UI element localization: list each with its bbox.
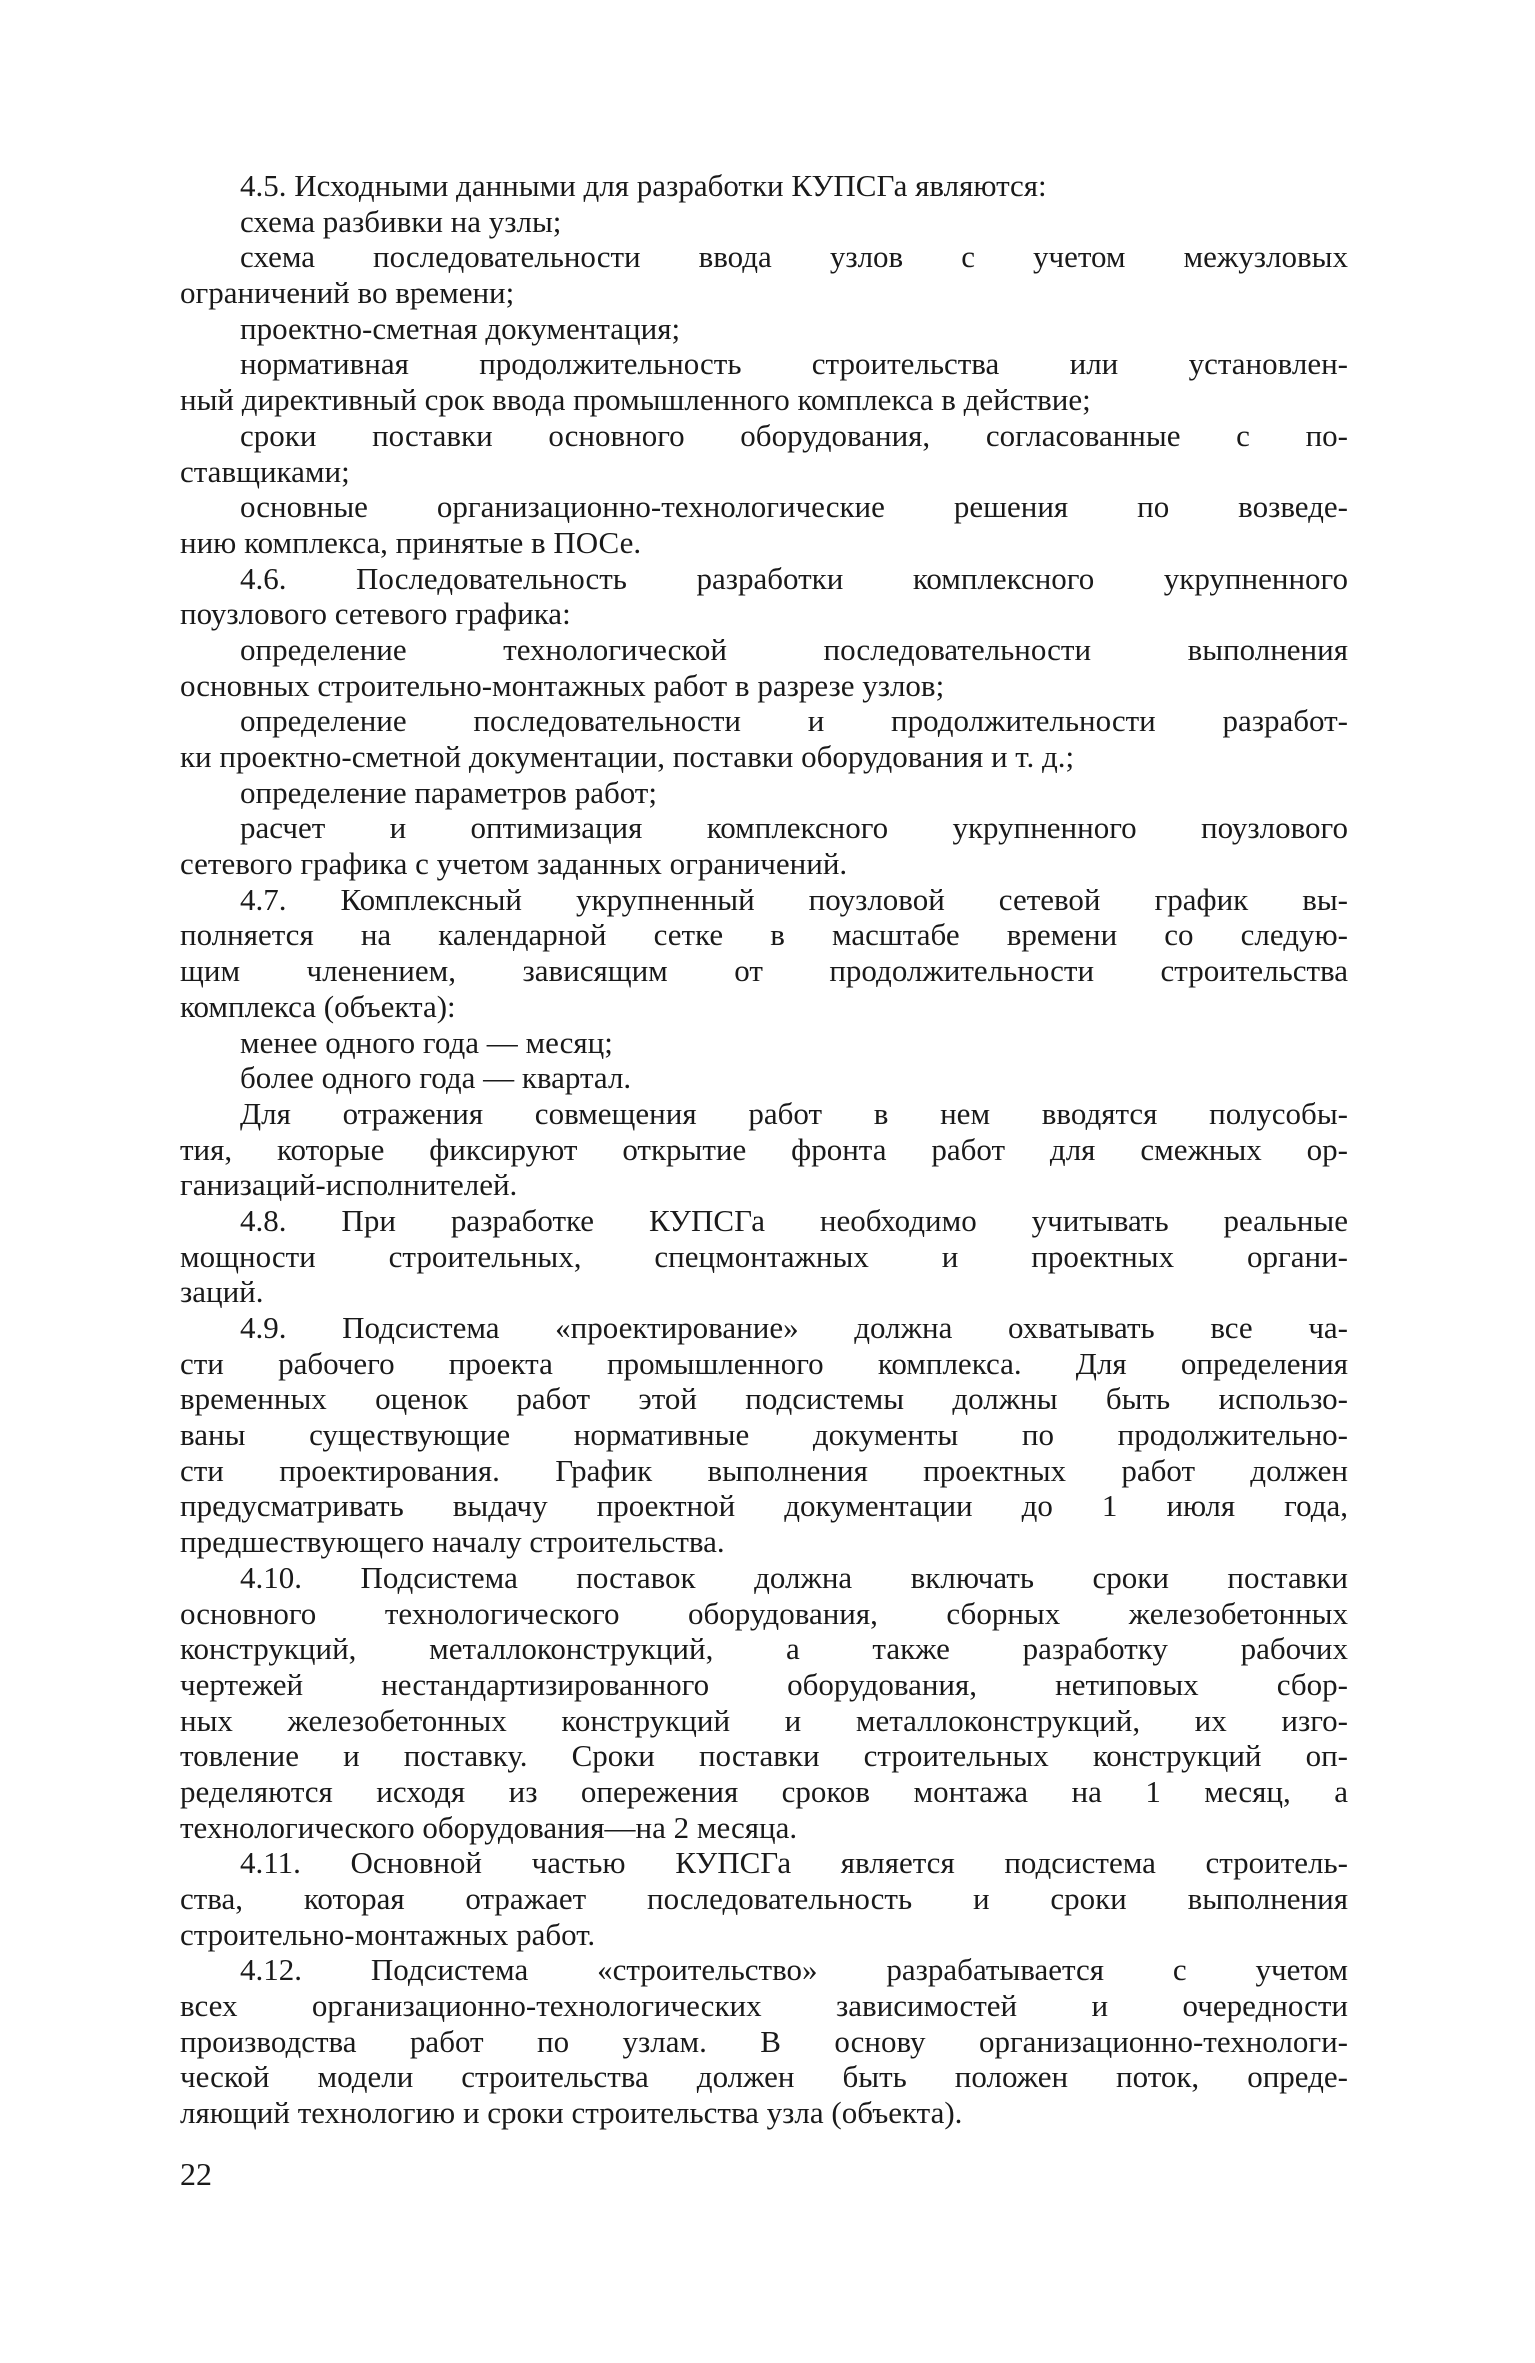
text-line: 4.10. Подсистема поставок должна включать сроки поставки xyxy=(240,1559,1348,1595)
text-line: сти проектирования. График выполнения проектных работ должен xyxy=(180,1452,1348,1488)
paragraph xyxy=(180,1203,1348,1310)
paragraph xyxy=(180,775,1348,811)
paragraph xyxy=(180,168,1348,204)
text-line: 4.11. Основной частью КУПСГа является подсистема строитель- xyxy=(240,1845,1348,1881)
text-line: сти рабочего проекта промышленного комплекса. Для определения xyxy=(180,1345,1348,1381)
paragraph xyxy=(180,1060,1348,1096)
paragraph xyxy=(180,311,1348,347)
text-line: ваны существующие нормативные документы по продолжительно- xyxy=(180,1417,1348,1453)
text-line: 4.6. Последовательность разработки комплексного укрупненного xyxy=(240,560,1348,596)
text-line: схема последовательности ввода узлов с учетом межузловых xyxy=(240,239,1348,275)
text-line: 4.7. Комплексный укрупненный поузловой сетевой график вы- xyxy=(240,881,1348,917)
text-line: строительно-монтажных работ. xyxy=(180,1916,596,1952)
text-line: полняется на календарной сетке в масштабе времени со следую- xyxy=(180,917,1348,953)
text-line: 4.8. При разработке КУПСГа необходимо учитывать реальные xyxy=(240,1202,1348,1238)
text-line: ределяются исходя из опережения сроков монтажа на 1 месяц, а xyxy=(180,1773,1348,1809)
paragraph xyxy=(180,1096,1348,1203)
text-line: ставщиками; xyxy=(180,453,350,489)
text-line: основных строительно-монтажных работ в разрезе узлов; xyxy=(180,667,945,703)
paragraph xyxy=(180,1845,1348,1952)
text-line: заций. xyxy=(180,1274,264,1310)
text-line: более одного года — квартал. xyxy=(240,1060,632,1096)
text-line: ограничений во времени; xyxy=(180,275,515,311)
text-line: нию комплекса, принятые в ПОСе. xyxy=(180,524,642,560)
text-line: менее одного года — месяц; xyxy=(240,1024,613,1060)
text-line: определение технологической последовательности выполнения xyxy=(240,631,1348,667)
text-line: 4.5. Исходными данными для разработки КУПСГа являются: xyxy=(240,168,1047,203)
paragraph xyxy=(180,489,1348,560)
text-line: чертежей нестандартизированного оборудования, нетиповых сбор- xyxy=(180,1666,1348,1702)
text-line: 4.12. Подсистема «строительство» разрабатывается с учетом xyxy=(240,1952,1348,1988)
paragraph xyxy=(180,1560,1348,1846)
text-line: сетевого графика с учетом заданных ограничений. xyxy=(180,846,848,882)
text-line: ляющий технологию и сроки строительства узла (объекта). xyxy=(180,2095,963,2131)
text-line: всех организационно-технологических зависимостей и очередности xyxy=(180,1988,1348,2024)
text-line: основного технологического оборудования, сборных железобетонных xyxy=(180,1595,1348,1631)
paragraph xyxy=(180,346,1348,417)
paragraph xyxy=(180,810,1348,881)
text-line: конструкций, металлоконструкций, а также разработку рабочих xyxy=(180,1631,1348,1667)
paragraph xyxy=(180,418,1348,489)
paragraph xyxy=(180,703,1348,774)
text-line: предусматривать выдачу проектной документации до 1 июля года, xyxy=(180,1488,1348,1524)
text-line: ки проектно-сметной документации, поставки оборудования и т. д.; xyxy=(180,739,1075,774)
text-line: основные организационно-технологические решения по возведе- xyxy=(240,489,1348,525)
text-line: мощности строительных, спецмонтажных и проектных органи- xyxy=(180,1238,1348,1274)
text-line: тия, которые фиксируют открытие фронта работ для смежных ор- xyxy=(180,1131,1348,1167)
text-line: товление и поставку. Сроки поставки строительных конструкций оп- xyxy=(180,1738,1348,1774)
text-line: производства работ по узлам. В основу организационно-технологи- xyxy=(180,2023,1348,2059)
paragraph xyxy=(180,239,1348,310)
text-line: комплекса (объекта): xyxy=(180,988,456,1024)
text-line: проектно-сметная документация; xyxy=(240,310,681,346)
text-line: ный директивный срок ввода промышленного комплекса в действие; xyxy=(180,382,1091,418)
text-line: предшествующего началу строительства. xyxy=(180,1524,725,1560)
text-line: Для отражения совмещения работ в нем вводятся полусобы- xyxy=(240,1095,1348,1131)
text-line: ных железобетонных конструкций и металлоконструкций, их изго- xyxy=(180,1702,1348,1738)
text-line: схема разбивки на узлы; xyxy=(240,203,562,239)
paragraph xyxy=(180,632,1348,703)
text-line: технологического оборудования—на 2 месяца. xyxy=(180,1809,798,1845)
paragraph xyxy=(180,204,1348,240)
paragraph xyxy=(180,1025,1348,1061)
paragraph xyxy=(180,1952,1348,2130)
text-line: определение последовательности и продолжительности разработ- xyxy=(240,703,1348,739)
text-line: определение параметров работ; xyxy=(240,774,657,810)
page-number: 22 xyxy=(180,2156,212,2192)
text-line: временных оценок работ этой подсистемы должны быть использо- xyxy=(180,1381,1348,1417)
document-body xyxy=(180,168,1348,2131)
paragraph xyxy=(180,561,1348,632)
text-line: поузлового сетевого графика: xyxy=(180,596,571,632)
text-line: нормативная продолжительность строительства или установлен- xyxy=(240,346,1348,382)
paragraph xyxy=(180,1310,1348,1560)
text-line: ганизаций-исполнителей. xyxy=(180,1167,518,1203)
text-line: расчет и оптимизация комплексного укрупненного поузлового xyxy=(240,810,1348,846)
text-line: сроки поставки основного оборудования, согласованные с по- xyxy=(240,417,1348,453)
text-line: 4.9. Подсистема «проектирование» должна охватывать все ча- xyxy=(240,1310,1348,1345)
paragraph xyxy=(180,882,1348,1025)
text-line: ства, которая отражает последовательность и сроки выполнения xyxy=(180,1881,1348,1916)
text-line: щим членением, зависящим от продолжительности строительства xyxy=(180,953,1348,989)
text-line: ческой модели строительства должен быть положен поток, опреде- xyxy=(180,2059,1348,2095)
